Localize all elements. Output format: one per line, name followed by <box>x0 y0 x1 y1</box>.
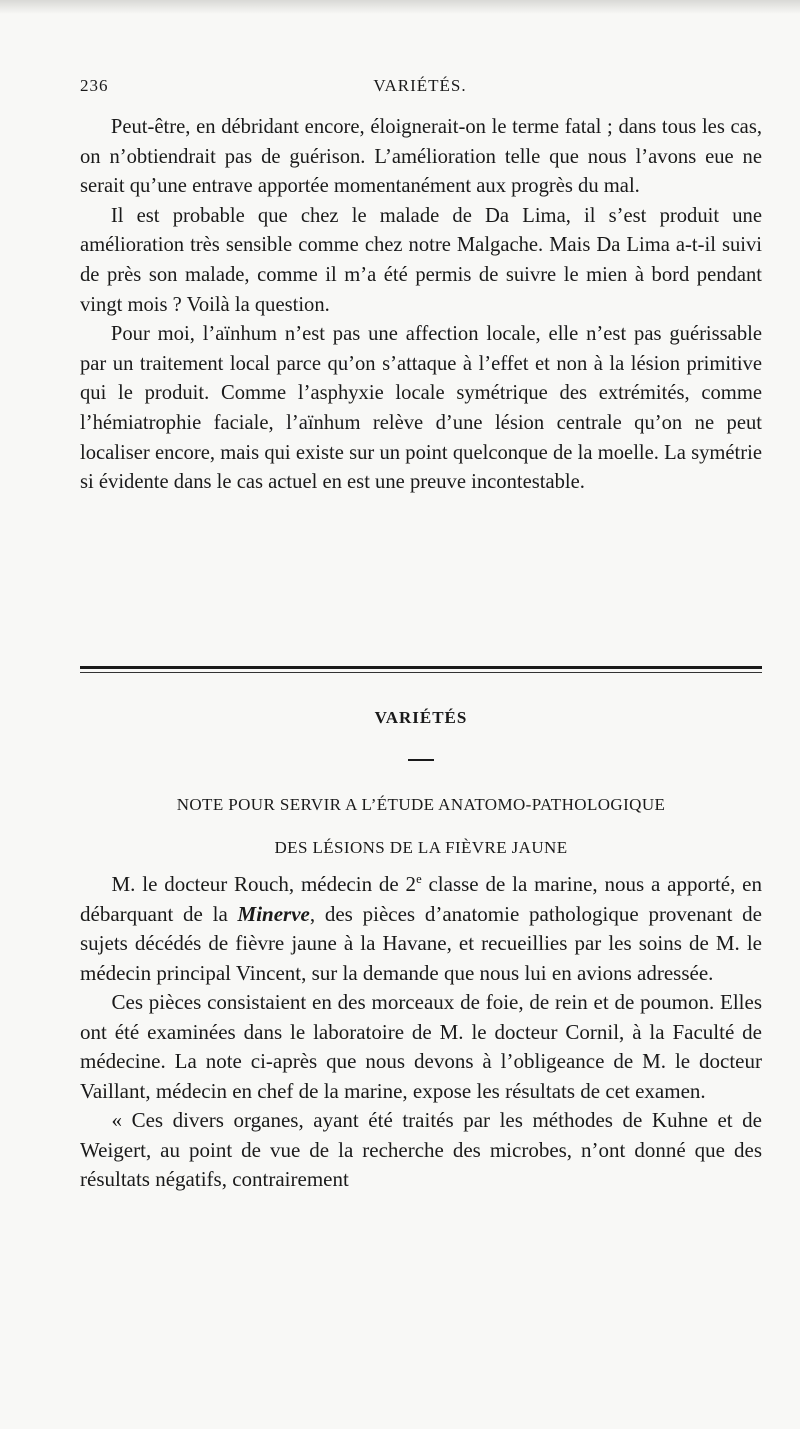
article-body <box>80 870 762 1195</box>
paragraph <box>80 870 762 988</box>
paragraph: « Ces divers organes, ayant été traités par les méthodes de Kuhne et de Weigert, au point de vue de la recherche des microbes, n’ont donné que des résultats négatifs, contrairement <box>80 1108 762 1191</box>
paragraph: Ces pièces consistaient en des morceaux de foie, de rein et de poumon. Elles ont été examinées dans le laboratoire de M. le docteur Cornil, à la Faculté de médecine. La note ci-après que nous devons à l’obligeance de M. le docteur Vaillant, médecin en chef de la marine, expose les résultats de cet examen. <box>80 990 762 1103</box>
heading-dash <box>408 759 434 761</box>
previous-article-text <box>80 113 762 498</box>
text-run: , des pièces d’anatomie pathologique provenant de sujets décédés de fièvre jaune à la Havane, et recueillies par les soins de M. le médecin principal Vincent, sur la demande que nous lui en avions adressée. <box>80 901 762 985</box>
article-title-line-2: DES LÉSIONS DE LA FIÈVRE JAUNE <box>274 838 568 857</box>
paragraph: Peut-être, en débridant encore, éloignerait-on le terme fatal ; dans tous les cas, on n’obtiendrait pas de guérison. L’amélioration telle que nous l’avons eue ne serait qu’une entrave apportée momentanément aux progrès du mal. <box>80 116 762 198</box>
running-head: VARIÉTÉS. <box>373 76 467 95</box>
page-header <box>80 76 760 100</box>
section-divider-thick <box>80 666 762 669</box>
paragraph: Pour moi, l’aïnhum n’est pas une affection locale, elle n’est pas guérissable par un traitement local parce qu’on s’attaque à l’effet et non à la lésion primitive qui le produit. Comme l’asphyxie locale symétrique des extrémités, comme l’hémiatrophie faciale, l’aïnhum relève d’une lésion centrale qu’on ne peut localiser encore, mais qui existe sur un point quelconque de la moelle. La symétrie si évidente dans le cas actuel en est une preuve incontestable. <box>80 323 762 494</box>
section-divider-thin <box>80 672 762 673</box>
text-run: M. le docteur Rouch, médecin de 2 <box>111 872 417 896</box>
paragraph: Il est probable que chez le malade de Da Lima, il s’est produit une amélioration très sensible comme chez notre Malgache. Mais Da Lima a-t-il suivi de près son malade, comme il m’a été permis de suivre le mien à bord pendant vingt mois ? Voilà la question. <box>80 204 762 316</box>
page-number: 236 <box>80 76 109 95</box>
text-run: classe de la marine, nous a apporté, en débarquant de la <box>80 872 762 926</box>
article-title-line-1: NOTE POUR SERVIR A L’ÉTUDE ANATOMO-PATHOLOGIQUE <box>176 795 666 814</box>
ship-name: Minerve <box>237 901 310 926</box>
page-edge-shadow <box>0 0 800 14</box>
superscript: e <box>416 872 422 886</box>
section-heading: VARIÉTÉS <box>374 708 468 727</box>
